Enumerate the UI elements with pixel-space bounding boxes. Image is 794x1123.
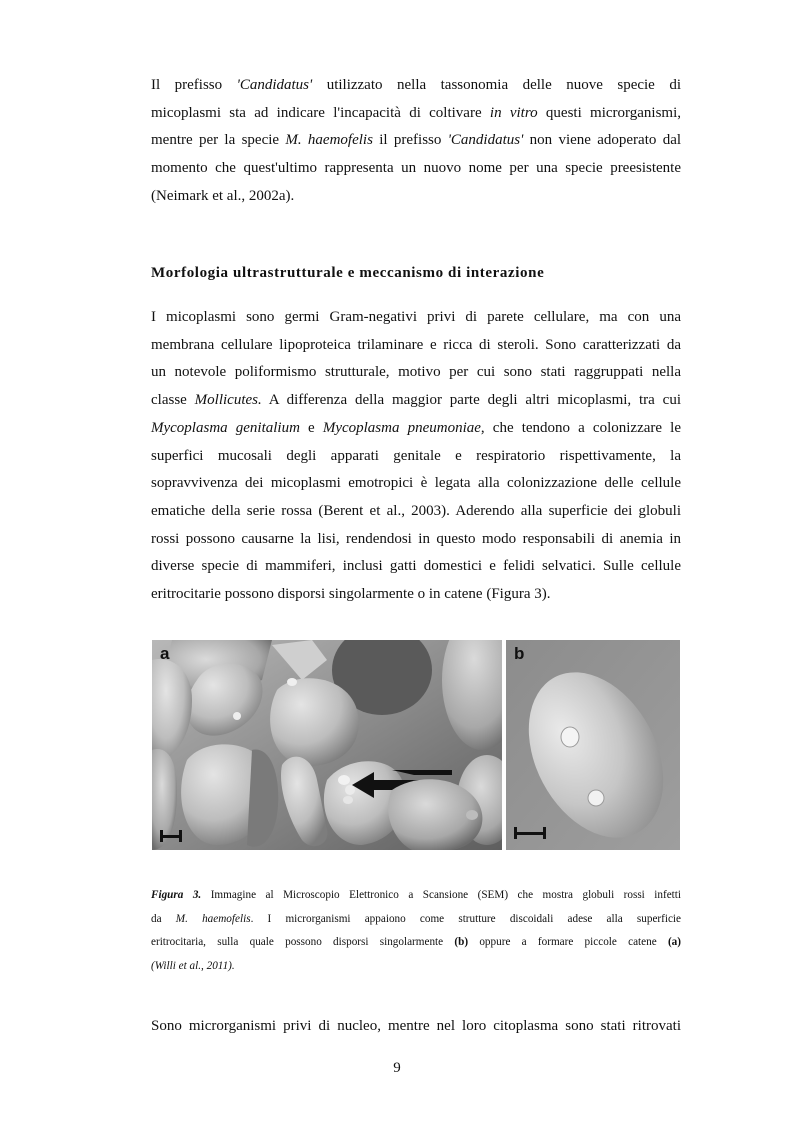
paragraph-nucleo [151, 1013, 681, 1041]
page-number: 9 [393, 1060, 401, 1076]
sem-micrograph-b [506, 640, 680, 850]
caption-line: Figura 3. Immagine al Microscopio Elettronico a Scansione (SEM) che mostra globuli rossi infetti [151, 889, 681, 901]
text-line: eritrocitarie possono disporsi singolarmente o in catene (Figura 3). [151, 586, 551, 603]
text-line: diverse specie di mammiferi, inclusi gatti domestici e felidi selvatici. Sulle cellule [151, 558, 681, 575]
figure-sem-image [152, 640, 680, 850]
text-line: ematiche della serie rossa (Berent et al., 2003). Aderendo alla superficie dei globuli [151, 502, 681, 519]
caption-line: (Willi et al., 2011). [151, 959, 235, 972]
text-line: un notevole poliformismo strutturale, motivo per cui sono stati raggruppati nella [151, 364, 681, 381]
panel-a-label: a [160, 644, 170, 663]
section-heading: Morfologia ultrastrutturale e meccanismo di interazione [151, 265, 545, 281]
text-line: rossi possono causarne la lisi, rendendosi in questo modo responsabili di anemia in [151, 530, 681, 547]
sem-micrograph-a [152, 640, 502, 850]
text-line: I micoplasmi sono germi Gram-negativi privi di parete cellulare, ma con una [151, 309, 681, 325]
caption-line: eritrocitaria, sulla quale possono disporsi singolarmente (b) oppure a formare piccole catene (a) [151, 936, 681, 948]
text-line: membrana cellulare lipoproteica trilaminare e ricca di steroli. Sono caratterizzati da [151, 336, 681, 353]
paragraph-morfologia [151, 304, 681, 609]
figure-caption [151, 884, 681, 978]
sem-panel-b [506, 640, 680, 850]
text-line: classe Mollicutes. A differenza della maggior parte degli altri micoplasmi, tra cui [151, 392, 681, 409]
text-line: micoplasmi sta ad indicare l'incapacità di coltivare in vitro questi microrganismi, [151, 104, 681, 121]
text-line: Sono microrganismi privi di nucleo, mentre nel loro citoplasma sono stati ritrovati [151, 1018, 681, 1034]
paragraph-candidatus [151, 72, 681, 211]
text-line: Il prefisso 'Candidatus' utilizzato nella tassonomia delle nuove specie di [151, 77, 681, 93]
text-line: Mycoplasma genitalium e Mycoplasma pneumoniae, che tendono a colonizzare le [151, 419, 681, 436]
text-line: sopravvivenza dei micoplasmi emotropici è legata alla colonizzazione delle cellule [151, 475, 681, 492]
caption-line: da M. haemofelis. I microrganismi appaiono come strutture discoidali adese alla superficie [151, 912, 682, 925]
panel-b-label: b [514, 644, 525, 663]
text-line: momento che quest'ultimo rappresenta un nuovo nome per una specie preesistente [151, 160, 681, 177]
text-line: (Neimark et al., 2002a). [151, 187, 295, 204]
text-line: mentre per la specie M. haemofelis il prefisso 'Candidatus' non viene adoperato dal [151, 132, 682, 149]
text-line: superfici mucosali degli apparati genitale e respiratorio rispettivamente, la [151, 447, 681, 464]
sem-panel-a [152, 640, 502, 850]
